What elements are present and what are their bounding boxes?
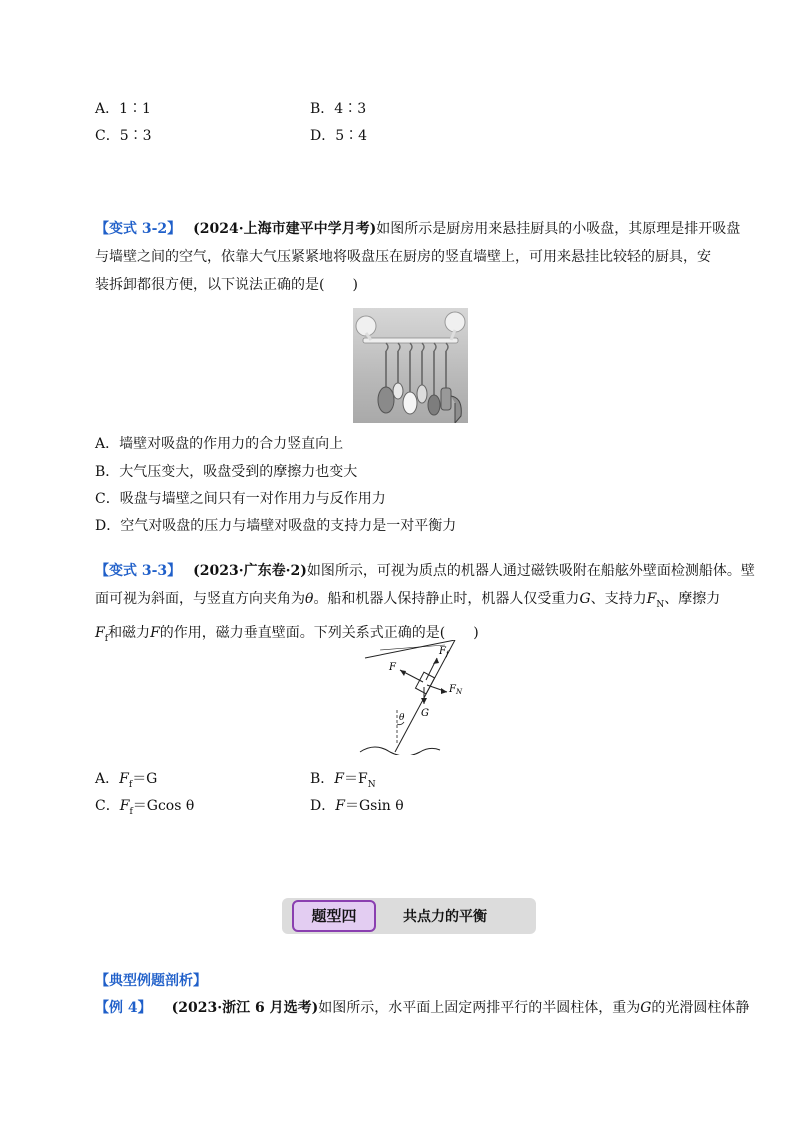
force-diagram <box>355 640 465 755</box>
q32-option-d: D．空气对吸盘的压力与墙壁对吸盘的支持力是一对平衡力 <box>95 518 457 534</box>
question-tag: 【变式 3-3】 <box>95 563 182 579</box>
section-heading: 【典型例题剖析】 <box>95 973 207 989</box>
q32-option-c: C．吸盘与墙壁之间只有一对作用力与反作用力 <box>95 491 386 507</box>
svg-text:θ: θ <box>399 713 405 723</box>
question-3-3: 【变式 3-3】 (2023·广东卷·2)如图所示，可视为质点的机器人通过磁铁吸附在船舷外壁面检测船体。壁 面可视为斜面，与竖直方向夹角为θ。船和机器人保持静止时，机器人仅受重力G、支持力$F_N$、摩擦力 $F_f$和磁力F的作用，磁力垂直壁面。下列关系式正确的是( ) <box>95 563 755 644</box>
example-4: 【例 4】 (2023·浙江 6 月选考)如图所示，水平面上固定两排平行的半圆柱体，重为G的光滑圆柱体静 <box>95 1000 750 1016</box>
section-title: 共点力的平衡 <box>403 909 487 925</box>
section-tag: 题型四 <box>292 900 376 932</box>
suction-hook-photo <box>353 308 468 423</box>
q32-option-b: B．大气压变大，吸盘受到的摩擦力也变大 <box>95 464 358 480</box>
svg-text:FN: $F_N$ <box>449 684 463 696</box>
q32-option-a: A．墙壁对吸盘的作用力的合力竖直向上 <box>95 436 344 452</box>
question-tag: 【变式 3-2】 <box>95 221 182 237</box>
example-tag: 【例 4】 <box>95 1000 152 1016</box>
svg-text:G: G <box>421 708 429 719</box>
question-source: (2023·广东卷·2) <box>193 563 307 579</box>
option-c: C．5∶3 <box>95 128 152 144</box>
option-b: B．4∶3 <box>310 101 367 117</box>
option-d: D．5∶4 <box>310 128 368 144</box>
svg-text:Ff: $F_f$ <box>439 646 449 658</box>
question-source: (2024·上海市建平中学月考) <box>193 221 377 237</box>
q33-option-a: A．$F_f=G$ <box>95 771 158 790</box>
question-3-2: 【变式 3-2】 (2024·上海市建平中学月考)如图所示是厨房用来悬挂厨具的小吸盘，其原理是排开吸盘 与墙壁之间的空气，依靠大气压紧紧地将吸盘压在厨房的竖直墙壁上，可用来悬挂比较轻的厨具，安 装拆卸都很方便，以下说法正确的是( ) <box>95 221 741 293</box>
svg-text:F: F <box>389 662 396 673</box>
example-source: (2023·浙江 6 月选考) <box>171 1000 319 1016</box>
option-a: A．1∶1 <box>95 101 151 117</box>
q33-option-d: D．F＝Gsin θ <box>310 798 404 814</box>
q33-option-b: B．$F=F_N$ <box>310 771 376 790</box>
q33-option-c: C．$F_f=Gcos$ θ <box>95 798 195 817</box>
